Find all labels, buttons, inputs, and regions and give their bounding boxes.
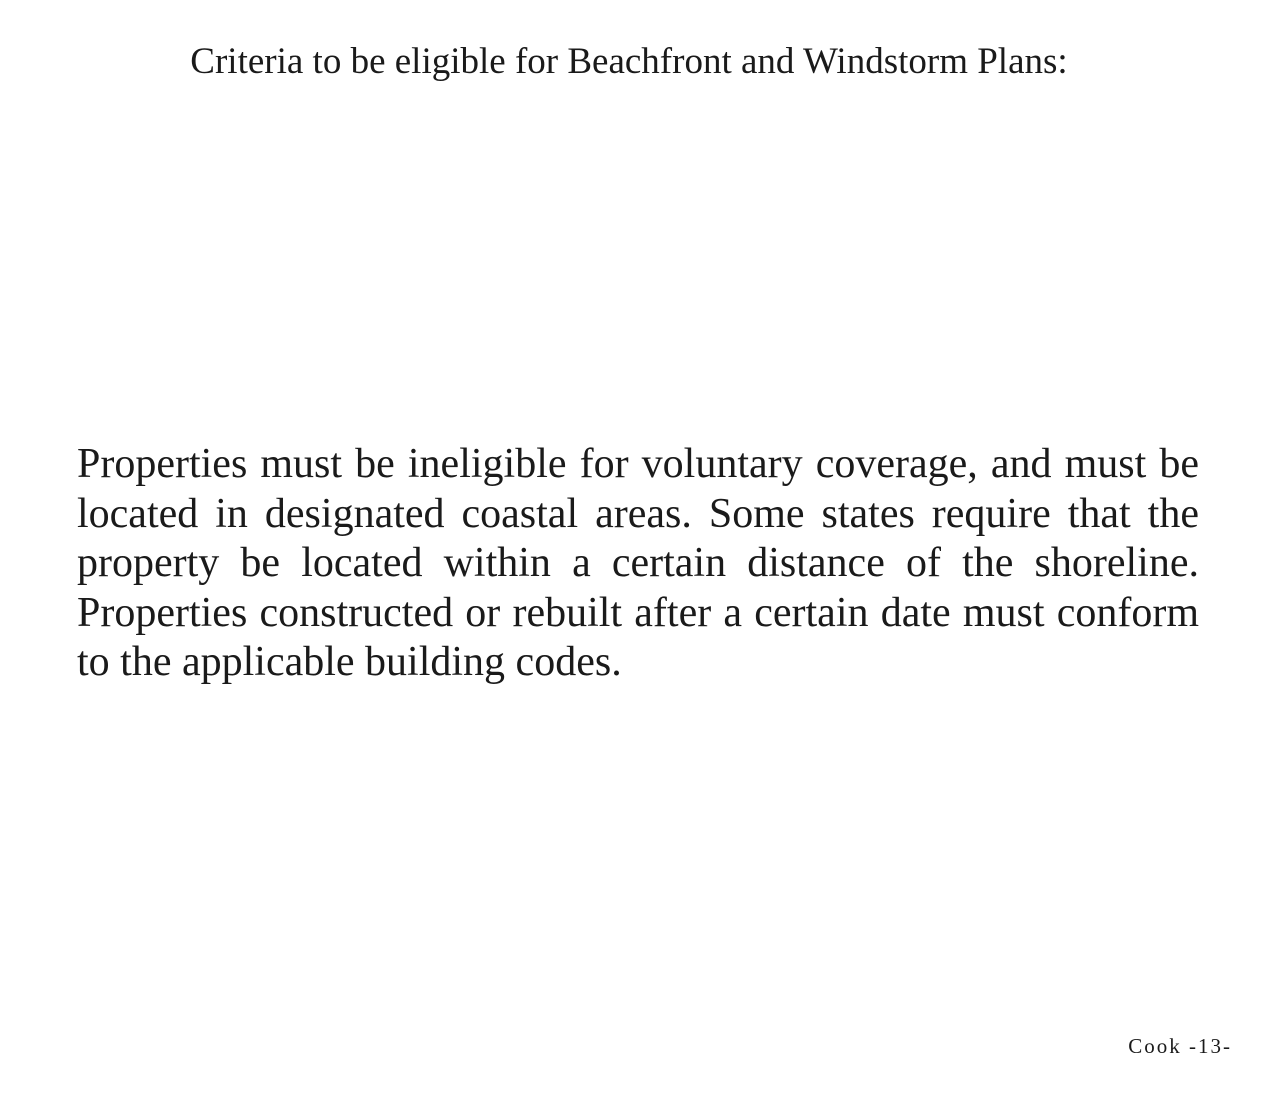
slide-title: Criteria to be eligible for Beachfront and Windstorm Plans:	[190, 41, 1068, 82]
page-footer: Cook -13-	[1128, 1034, 1232, 1058]
slide-body-text: Properties must be ineligible for voluntary coverage, and must be located in designated coastal areas. Some states require that the property be located within a certain distance of the shoreline. Properties constructed or rebuilt after a certain date must conform to the applicable building codes.	[77, 441, 1199, 685]
